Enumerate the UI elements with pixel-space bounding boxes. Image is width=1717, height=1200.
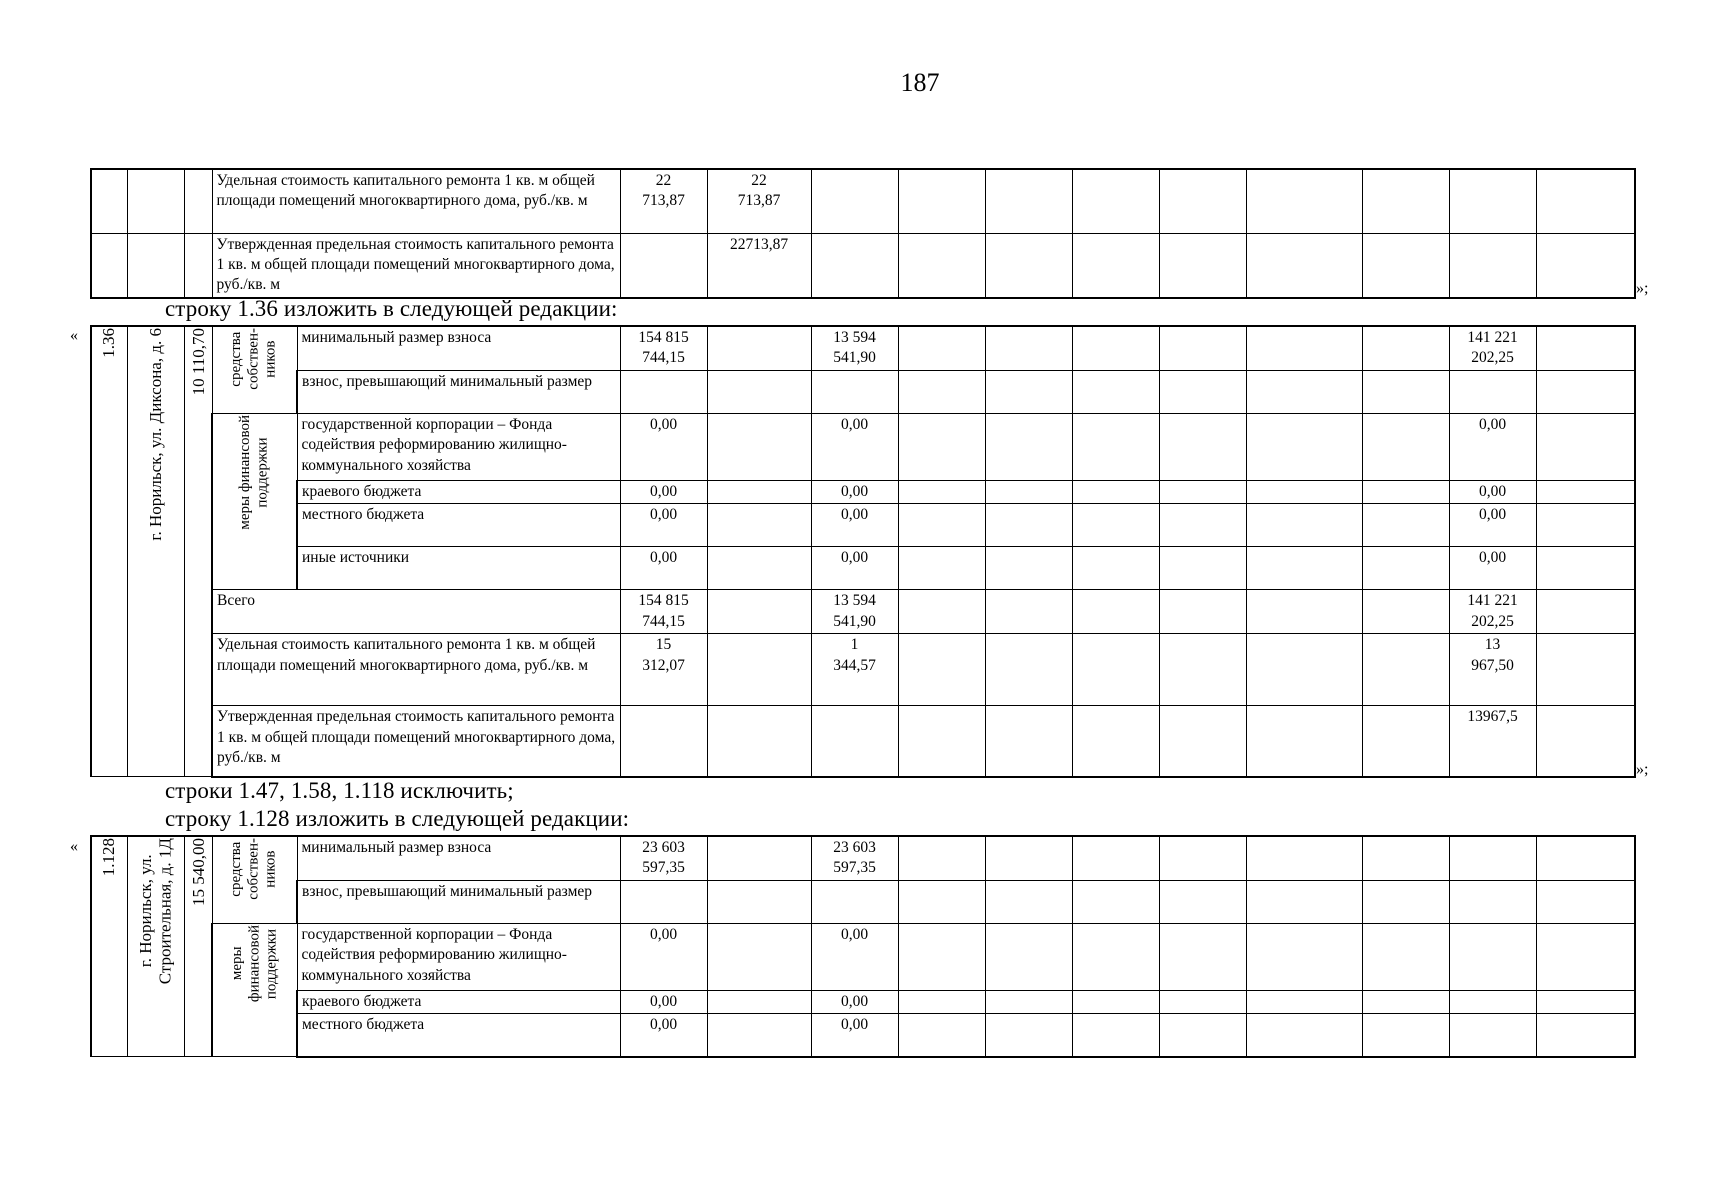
value-cell: 141 221 202,25 [1449,326,1536,370]
table-row-1128 [90,835,1636,1058]
value-cell: 0,00 [1449,480,1536,503]
row-label: минимальный размер взноса [297,326,620,370]
empty-cell [127,169,184,233]
row-label: местного бюджета [297,1014,620,1057]
row-label: минимальный размер взноса [297,836,620,880]
value-cell: 13 594 541,90 [811,326,898,370]
value-cell: 0,00 [1449,413,1536,480]
value-cell: 0,00 [811,413,898,480]
unit-cost-label: Удельная стоимость капитального ремонта 1 кв. м общей площади помещений многоквартирного дома, руб./кв. м [212,634,620,706]
value-cell: 0,00 [811,923,898,990]
row-label: государственной корпорации – Фонда содействия реформированию жилищно-коммунального хозяйства [297,923,620,990]
value-cell: 23 603 597,35 [620,836,707,880]
value-cell: 0,00 [620,1014,707,1057]
table-row-136 [90,325,1636,778]
row-number: 1.36 [99,328,119,358]
unit-cost-label: Удельная стоимость капитального ремонта 1 кв. м общей площади помещений многоквартирного дома, руб./кв. м [212,169,620,233]
row-label: государственной корпорации – Фонда содействия реформированию жилищно-коммунального хозяйства [297,413,620,480]
group-owners-funds: средства собствен- ников [228,328,279,390]
group-financial-support: меры финансовой поддержки [228,924,280,1003]
opening-quote: « [70,838,78,855]
address: г. Норильск, ул. Строительная, д. 1Д [135,838,175,985]
caption-excluded-rows: строки 1.47, 1.58, 1.118 исключить; [165,778,514,803]
opening-quote: « [70,327,78,344]
value-cell: 0,00 [620,480,707,503]
total-area: 10 110,70 [188,328,208,396]
value-cell: 0,00 [620,547,707,590]
value-cell: 0,00 [811,1014,898,1057]
limit-cost-label: Утвержденная предельная стоимость капитального ремонта 1 кв. м общей площади помещений многоквартирного дома, руб./кв. м [212,233,620,298]
address: г. Норильск, ул. Диксона, д. 6 [145,328,165,541]
value-cell: 22713,87 [707,233,811,298]
value-cell: 0,00 [620,990,707,1013]
row-label: иные источники [297,547,620,590]
value-cell: 154 815 744,15 [620,326,707,370]
table-continuation [90,168,1636,299]
value-cell: 0,00 [811,504,898,547]
caption-row-136: строку 1.36 изложить в следующей редакции: [165,296,618,321]
value-cell: 0,00 [620,504,707,547]
value-cell: 154 815 744,15 [620,590,707,634]
value-cell: 0,00 [620,923,707,990]
value-cell: 141 221 202,25 [1449,590,1536,634]
value-cell: 1 344,57 [811,634,898,706]
value-cell: 22 713,87 [620,169,707,233]
total-area: 15 540,00 [188,838,208,906]
row-number: 1.128 [99,838,119,877]
row-label: взнос, превышающий минимальный размер [297,880,620,923]
row-label-total: Всего [212,590,620,634]
page-number: 187 [900,68,940,97]
row-label: краевого бюджета [297,480,620,503]
closing-quote: »; [1636,280,1649,297]
value-cell [620,233,707,298]
value-cell: 22 713,87 [707,169,811,233]
caption-row-1128: строку 1.128 изложить в следующей редакции: [165,806,630,831]
group-financial-support: меры финансовой поддержки [237,414,271,530]
value-cell: 13 594 541,90 [811,590,898,634]
value-cell: 0,00 [811,480,898,503]
row-label: местного бюджета [297,504,620,547]
value-cell: 13 967,50 [1449,634,1536,706]
row-label: краевого бюджета [297,990,620,1013]
row-label: взнос, превышающий минимальный размер [297,370,620,413]
value-cell: 0,00 [1449,547,1536,590]
value-cell: 0,00 [1449,504,1536,547]
closing-quote: »; [1636,761,1649,778]
value-cell: 0,00 [620,413,707,480]
value-cell: 0,00 [811,990,898,1013]
value-cell: 0,00 [811,547,898,590]
empty-cell [184,169,212,233]
limit-cost-label: Утвержденная предельная стоимость капитального ремонта 1 кв. м общей площади помещений многоквартирного дома, руб./кв. м [212,706,620,777]
value-cell: 15 312,07 [620,634,707,706]
group-owners-funds: средства собствен- ников [228,838,279,900]
value-cell: 23 603 597,35 [811,836,898,880]
empty-cell [91,169,127,233]
value-cell: 13967,5 [1449,706,1536,777]
